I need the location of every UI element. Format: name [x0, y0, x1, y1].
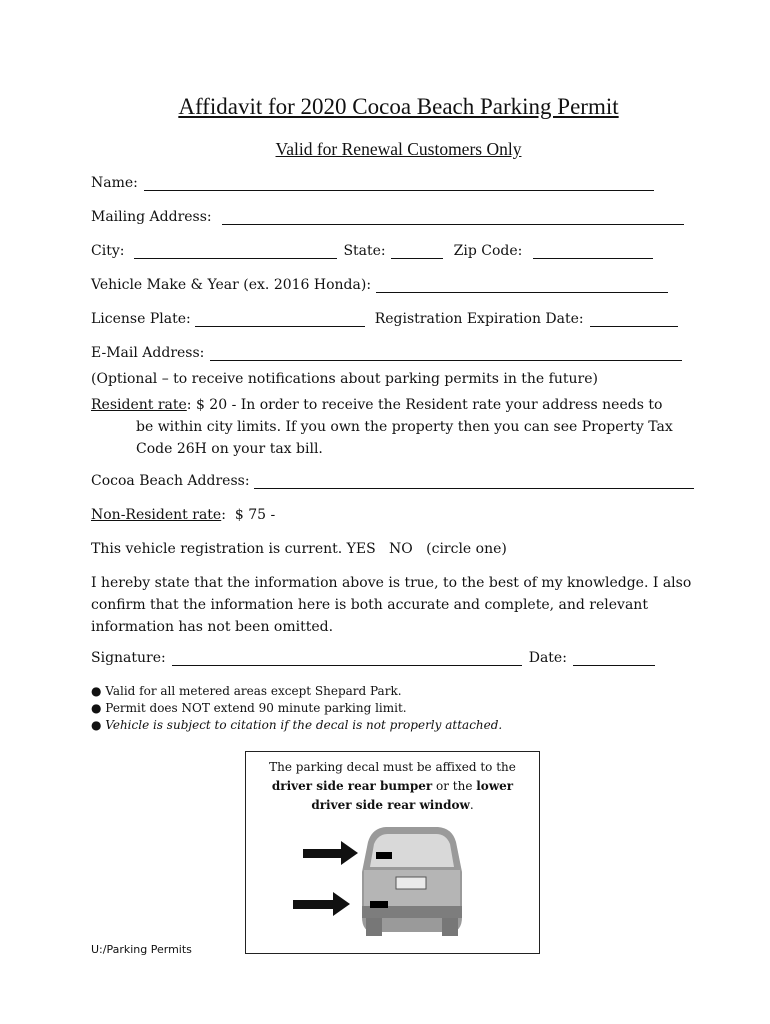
city-row: [91, 243, 653, 259]
mailing-address-row: [91, 209, 684, 225]
document-subtitle: Valid for Renewal Customers Only: [275, 139, 522, 159]
zip-label: Zip Code:: [453, 243, 523, 259]
arrow-icon: [303, 841, 358, 865]
name-row: [91, 175, 654, 191]
signature-row: [91, 650, 655, 666]
resident-rate-label: Resident rate: [91, 397, 187, 413]
state-field[interactable]: [391, 244, 443, 259]
non-resident-row: [91, 507, 275, 523]
date-field[interactable]: [573, 651, 655, 666]
cocoa-address-field[interactable]: [254, 474, 694, 489]
email-field[interactable]: [210, 346, 682, 361]
resident-rate-line3: Code 26H on your tax bill.: [136, 441, 323, 457]
vehicle-field[interactable]: [376, 278, 668, 293]
cocoa-address-label: Cocoa Beach Address:: [91, 473, 250, 489]
car-icon: [362, 827, 462, 936]
date-label: Date:: [528, 650, 567, 666]
email-label: E-Mail Address:: [91, 345, 205, 361]
plate-row: [91, 311, 678, 327]
zip-field[interactable]: [533, 244, 653, 259]
registration-current: This vehicle registration is current. YES NO (circle one): [91, 541, 507, 557]
footer-path: U:/Parking Permits: [91, 943, 192, 956]
name-field[interactable]: [144, 176, 654, 191]
document-title: Affidavit for 2020 Cocoa Beach Parking Permit: [178, 94, 619, 119]
non-resident-rate-text: : $ 75 -: [221, 507, 276, 523]
license-plate-field[interactable]: [195, 312, 365, 327]
decal-instructions-box: [245, 751, 540, 954]
registration-expiration-label: Registration Expiration Date:: [374, 311, 584, 327]
registration-expiration-field[interactable]: [590, 312, 678, 327]
email-row: [91, 345, 682, 361]
bullet-item: ● Permit does NOT extend 90 minute parking limit.: [91, 701, 407, 715]
bullet-item: ● Valid for all metered areas except Shepard Park.: [91, 684, 402, 698]
arrow-icon: [293, 892, 350, 916]
city-field[interactable]: [134, 244, 337, 259]
resident-rate-line2: be within city limits. If you own the property then you can see Property Tax: [136, 419, 673, 435]
resident-rate-paragraph: [91, 394, 711, 460]
name-label: Name:: [91, 175, 138, 191]
signature-field[interactable]: [172, 651, 522, 666]
mailing-address-label: Mailing Address:: [91, 209, 212, 225]
resident-rate-text: : $ 20 - In order to receive the Resident rate your address needs to: [186, 397, 663, 413]
signature-label: Signature:: [91, 650, 166, 666]
state-label: State:: [343, 243, 386, 259]
license-plate-label: License Plate:: [91, 311, 191, 327]
email-note: (Optional – to receive notifications about parking permits in the future): [91, 371, 598, 387]
vehicle-row: [91, 277, 668, 293]
statement: I hereby state that the information above is true, to the best of my knowledge. I also confirm that the information here is both accurate and complete, and relevant information has not been omitted.: [91, 575, 692, 635]
bullet-item: ● Vehicle is subject to citation if the decal is not properly attached.: [91, 718, 503, 732]
mailing-address-field[interactable]: [222, 210, 684, 225]
vehicle-label: Vehicle Make & Year (ex. 2016 Honda):: [91, 277, 372, 293]
bullet-list: [91, 683, 502, 734]
car-rear-illustration: [286, 822, 476, 942]
non-resident-rate-label: Non-Resident rate: [91, 507, 222, 523]
decal-instructions-text: The parking decal must be affixed to the driver side rear bumper or the lower driver side rear window.: [269, 760, 516, 812]
city-label: City:: [91, 243, 125, 259]
cocoa-address-row: [91, 473, 694, 489]
